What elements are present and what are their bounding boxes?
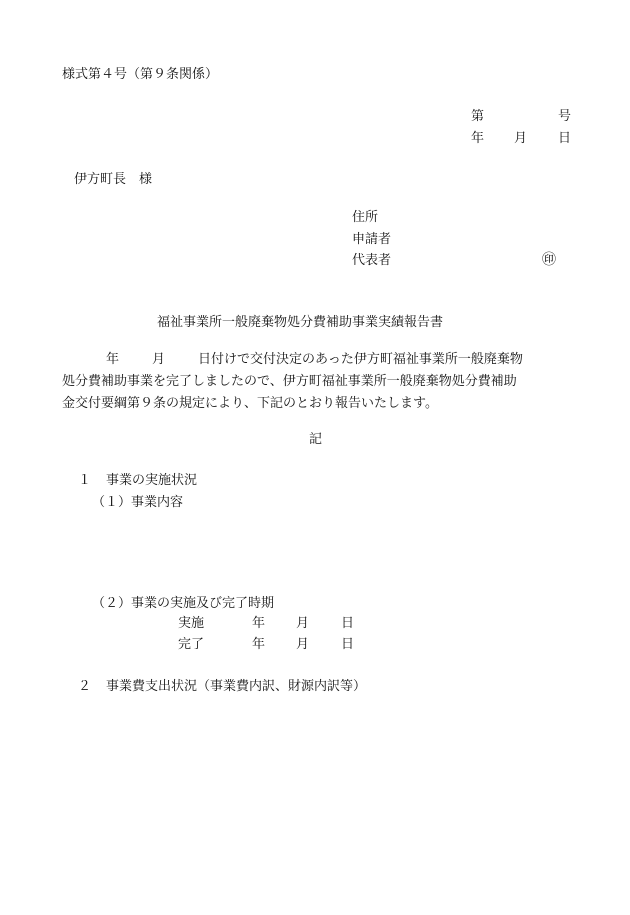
row-start-day: 日 [341,616,355,631]
applicant-label: 申請者 [352,232,392,247]
ki-heading: 記 [309,432,323,447]
address-label: 住所 [352,210,379,225]
row-end-day: 日 [341,637,355,652]
body-line1-text: 日付けで交付決定のあった伊方町福祉事業所一般廃棄物 [198,352,523,367]
row-start-label: 実施 [178,616,205,631]
doc-number-prefix: 第 [471,109,485,124]
representative-label: 代表者 [352,253,392,268]
addressee: 伊方町長 様 [74,172,153,187]
body-line3: 金交付要綱第９条の規定により、下記のとおり報告いたします。 [62,396,438,411]
body-line2: 処分費補助事業を完了しましたので、伊方町福祉事業所一般廃棄物処分費補助 [62,374,517,389]
body-paragraph [62,349,592,415]
section2-heading: 事業費支出状況（事業費内訳、財源内訳等） [106,679,367,694]
row-end-year: 年 [252,637,266,652]
section2-number: ２ [78,679,92,694]
section1-sub2: （２）事業の実施及び完了時期 [92,596,275,611]
section1-number: １ [78,473,92,488]
form-label: 様式第４号（第９条関係） [62,67,219,82]
body-month: 月 [152,352,166,367]
doc-date-day: 日 [558,131,572,146]
document-title: 福祉事業所一般廃棄物処分費補助事業実績報告書 [157,315,444,330]
doc-number-suffix: 号 [558,109,572,124]
doc-date-month: 月 [514,131,528,146]
section1-heading: 事業の実施状況 [106,473,198,488]
row-end-label: 完了 [178,637,205,652]
body-year: 年 [106,352,120,367]
section1-sub1: （１）事業内容 [92,495,184,510]
row-start-month: 月 [296,616,310,631]
row-end-month: 月 [296,637,310,652]
row-start-year: 年 [252,616,266,631]
doc-date-year: 年 [471,131,485,146]
seal-mark: ㊞ [542,252,556,268]
